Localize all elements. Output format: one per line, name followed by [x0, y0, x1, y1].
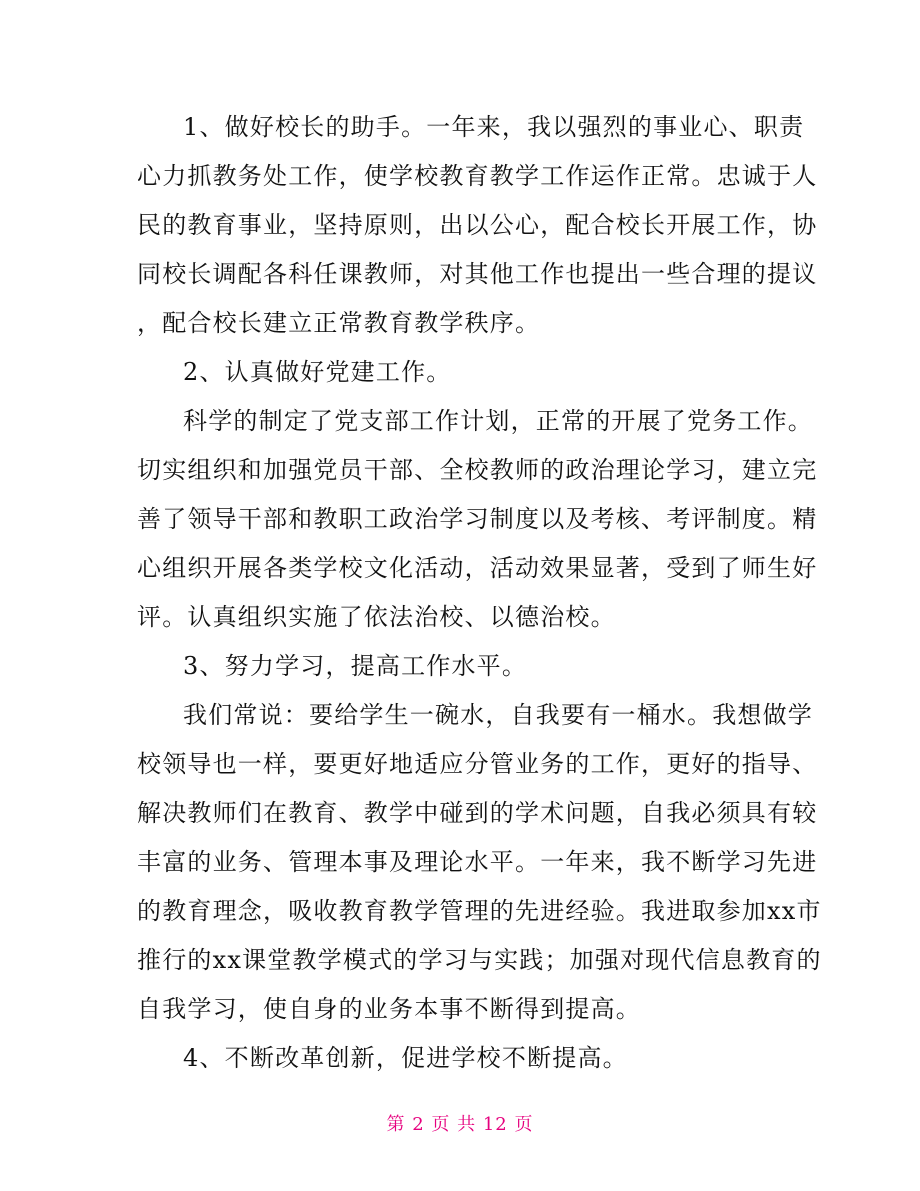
paragraph-line: 民的教育事业，坚持原则，出以公心，配合校长开展工作，协	[137, 211, 818, 239]
paragraph-line: 心力抓教务处工作，使学校教育教学工作运作正常。忠诚于人	[137, 162, 818, 190]
paragraph-line: 同校长调配各科任课教师，对其他工作也提出一些合理的提议	[137, 260, 818, 288]
paragraph-line: 校领导也一样，要更好地适应分管业务的工作，更好的指导、	[137, 750, 818, 778]
section-heading: 4、不断改革创新，促进学校不断提高。	[183, 1044, 628, 1072]
paragraph-line: ，配合校长建立正常教育教学秩序。	[137, 309, 541, 337]
paragraph-line: 心组织开展各类学校文化活动，活动效果显著，受到了师生好	[137, 554, 818, 582]
paragraph-line: 丰富的业务、管理本事及理论水平。一年来，我不断学习先进	[137, 848, 818, 876]
document-body	[137, 103, 822, 1083]
paragraph-line: 科学的制定了党支部工作计划，正常的开展了党务工作。	[183, 407, 813, 435]
paragraph-line: 解决教师们在教育、教学中碰到的学术问题，自我必须具有较	[137, 799, 818, 827]
section-heading: 3、努力学习，提高工作水平。	[183, 652, 528, 680]
paragraph-line: 我们常说：要给学生一碗水，自我要有一桶水。我想做学	[183, 701, 813, 729]
page-number-footer: 第 2 页 共 12 页	[386, 1114, 534, 1135]
paragraph-line: 善了领导干部和教职工政治学习制度以及考核、考评制度。精	[137, 505, 818, 533]
paragraph-line: 评。认真组织实施了依法治校、以德治校。	[137, 603, 616, 631]
paragraph-line: 1、做好校长的助手。一年来，我以强烈的事业心、职责	[183, 113, 805, 141]
paragraph-line: 的教育理念，吸收教育教学管理的先进经验。我进取参加xx市	[137, 897, 822, 925]
paragraph-line: 推行的xx课堂教学模式的学习与实践；加强对现代信息教育的	[137, 946, 822, 974]
paragraph-line: 切实组织和加强党员干部、全校教师的政治理论学习，建立完	[137, 456, 818, 484]
section-heading: 2、认真做好党建工作。	[183, 358, 452, 386]
paragraph-line: 自我学习，使自身的业务本事不断得到提高。	[137, 995, 641, 1023]
